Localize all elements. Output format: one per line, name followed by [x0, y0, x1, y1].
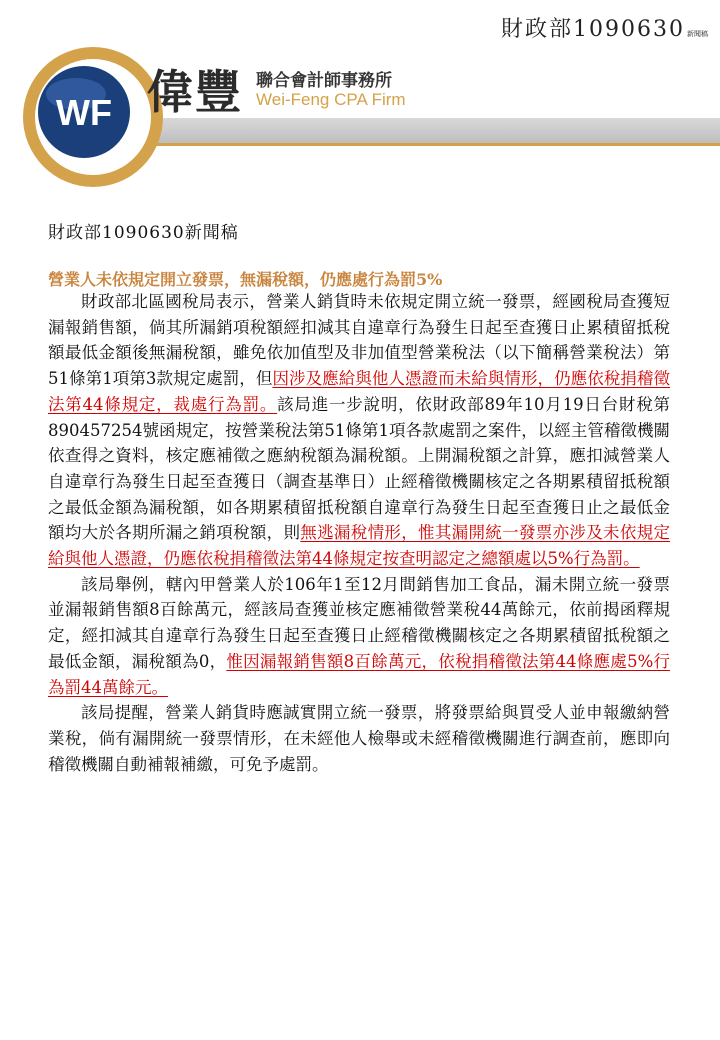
doc-label-text: 財政部1090630 [501, 17, 685, 42]
firm-subtitle-cn: 聯合會計師事務所 [256, 71, 392, 91]
highlighted-text: 因涉及應給與他人憑證而未給與情形，仍應依稅捐稽徵法第44條規定，裁處行為罰。 [48, 369, 670, 414]
firm-name-en: Wei-Feng CPA Firm [256, 90, 406, 109]
doc-label-tiny: 新聞稿 [687, 30, 708, 38]
document-headline: 營業人未依規定開立發票，無漏稅額，仍應處行為罰5% [48, 270, 443, 289]
body-paragraph [48, 289, 670, 572]
header-gold-line [90, 143, 720, 146]
document-body [48, 289, 670, 777]
paragraph-text: 該局提醒，營業人銷貨時應誠實開立統一發票，將發票給與買受人並申報繳納營業稅，倘有漏開統一發票情形，在未經他人檢舉或未經稽徵機關進行調查前，應即向稽徵機關自動補報補繳，可免予處罰。 [48, 703, 670, 774]
wf-logo-icon [18, 42, 168, 192]
body-paragraph [48, 572, 670, 701]
highlighted-text: 惟因漏報銷售額8百餘萬元，依稅捐稽徵法第44條應處5%行為罰44萬餘元。 [48, 651, 671, 697]
document-title: 財政部1090630新聞稿 [48, 223, 239, 243]
paragraph-text: 該局舉例，轄內甲營業人於106年1至12月間銷售加工食品，漏未開立統一發票並漏報銷售額8百餘萬元，經該局查獲並核定應補徵營業稅44萬餘元，依前揭函釋規定，經扣減其自違章行為發生日起至查獲日止經稽徵機關核定之各期累積留抵稅額之最低金額，漏稅額為0， [48, 574, 670, 671]
body-paragraph [48, 700, 670, 777]
firm-name-cn: 偉豐 [147, 65, 243, 119]
paragraph-text: 該局進一步說明，依財政部89年10月19日台財稅第890457254號函規定，按營業稅法第51條第1項各款處罰之案件，以經主管稽徵機關依查得之資料，核定應補徵之應納稅額為漏稅額。上開漏稅額之計算，應扣減營業人自違章行為發生日起至查獲日（調查基準日）止經稽徵機關核定之各期累積留抵稅額之最低金額為漏稅額，如各期累積留抵稅額自違章行為發生日起至查獲日止之最低金額均大於各期所漏之銷項稅額，則 [48, 394, 670, 543]
top-right-doc-label [501, 12, 708, 43]
logo-text: WF [56, 92, 112, 133]
highlighted-text: 無逃漏稅情形，惟其漏開統一發票亦涉及未依規定給與他人憑證，仍應依稅捐稽徵法第44條規定按查明認定之總額處以5%行為罰。 [48, 523, 671, 569]
paragraph-text: 財政部北區國稅局表示，營業人銷貨時未依規定開立統一發票，經國稅局查獲短漏報銷售額，倘其所漏銷項稅額經扣減其自違章行為發生日起至查獲日止累積留抵稅額最低金額後無漏稅額，雖免依加值型及非加值型營業稅法（以下簡稱營業稅法）第51條第1項第3款規定處罰，但 [48, 292, 670, 389]
